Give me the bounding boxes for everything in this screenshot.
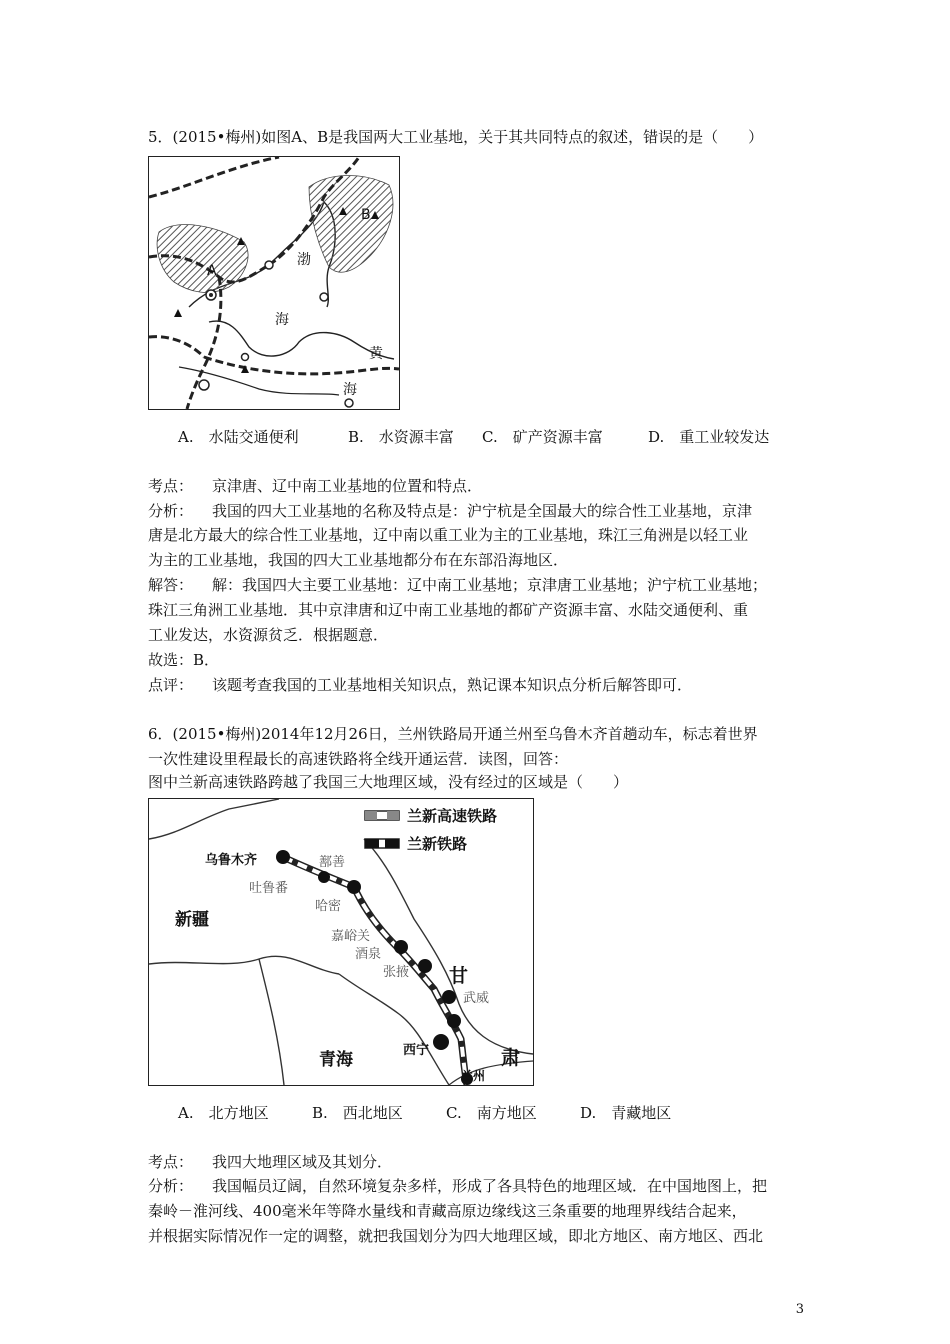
q5-dianping: [148, 675, 692, 695]
q6-title-2: 一次性建设里程最长的高速铁路将全线开通运营．读图，回答：: [148, 750, 569, 768]
q6-fenxi-text-1: 我国幅员辽阔，自然环境复杂多样，形成了各具特色的地理区域．在中国地图上，把: [212, 1177, 768, 1195]
q6-region-su: 肃: [501, 1047, 521, 1069]
q6-kaodian: [148, 1152, 392, 1172]
q6-place-zhangye: 张掖: [383, 965, 410, 980]
q6-place-shanshan: 鄯善: [319, 855, 346, 870]
q5-option-b[interactable]: B. 水资源丰富: [348, 428, 454, 446]
q5-label-hai1: 海: [275, 312, 289, 328]
q6-place-jiuquan: 酒泉: [355, 947, 382, 962]
q6-fenxi-label: 分析：: [148, 1177, 194, 1195]
q6-kaodian-label: 考点：: [148, 1153, 194, 1171]
q6-legend-hsr: 兰新高速铁路: [407, 807, 498, 825]
q6-place-jiayuguan: 嘉峪关: [331, 929, 371, 944]
q6-kaodian-text: 我四大地理区域及其划分．: [212, 1153, 393, 1171]
q5-jieda-3: 工业发达，水资源贫乏．根据题意．: [148, 626, 389, 644]
q5-title: 5．(2015•梅州)如图A、B是我国两大工业基地，关于其共同特点的叙述，错误的是（ ）: [148, 128, 764, 146]
page-number: 3: [795, 1302, 804, 1317]
q5-jieda-text-1: 解：我国四大主要工业基地：辽中南工业基地；京津唐工业基地；沪宁杭工业基地；: [212, 576, 768, 594]
q5-map: [148, 156, 400, 410]
q5-option-c[interactable]: C. 矿产资源丰富: [482, 428, 603, 446]
q6-option-b[interactable]: B. 西北地区: [312, 1104, 403, 1122]
q5-fenxi-label: 分析：: [148, 502, 194, 520]
q5-answer: 故选：B．: [148, 651, 220, 669]
q5-label-bo: 渤: [297, 252, 311, 268]
q5-label-huang: 黄: [369, 346, 383, 362]
q5-kaodian-label: 考点：: [148, 477, 194, 495]
q6-place-urumqi: 乌鲁木齐: [205, 853, 258, 868]
q5-jieda-1: [148, 575, 767, 595]
q5-jieda-label: 解答：: [148, 576, 194, 594]
q6-place-lanzhou: 兰州: [461, 1069, 486, 1083]
q6-place-wuwei: 武威: [463, 991, 490, 1006]
q5-option-a[interactable]: A. 水陆交通便利: [178, 428, 299, 446]
q5-option-d[interactable]: D. 重工业较发达: [648, 428, 770, 446]
q6-fenxi-1: [148, 1176, 767, 1196]
q5-dianping-label: 点评：: [148, 676, 194, 694]
q5-label-a: A: [207, 263, 217, 279]
q6-map: [148, 798, 534, 1086]
q5-kaodian-text: 京津唐、辽中南工业基地的位置和特点．: [212, 477, 483, 495]
q5-label-b: B: [361, 207, 371, 223]
q5-fenxi-1: [148, 501, 752, 521]
q5-fenxi-3: 为主的工业基地，我国的四大工业基地都分布在东部沿海地区．: [148, 551, 569, 569]
q6-fenxi-2: 秦岭－淮河线、400毫米年等降水量线和青藏高原边缘线这三条重要的地理界线结合起来，: [148, 1202, 747, 1220]
q5-kaodian: [148, 476, 482, 496]
q6-region-xinjiang: 新疆: [175, 910, 209, 930]
q6-option-d[interactable]: D. 青藏地区: [580, 1104, 672, 1122]
q5-dianping-text: 该题考查我国的工业基地相关知识点，熟记课本知识点分析后解答即可．: [212, 676, 693, 694]
q5-jieda-2: 珠江三角洲工业基地．其中京津唐和辽中南工业基地的都矿产资源丰富、水陆交通便利、重: [148, 601, 749, 619]
q6-fenxi-3: 并根据实际情况作一定的调整，就把我国划分为四大地理区域，即北方地区、南方地区、西北: [148, 1227, 764, 1245]
q6-place-turpan: 吐鲁番: [249, 881, 289, 896]
q6-place-hami: 哈密: [315, 899, 342, 914]
q6-option-a[interactable]: A. 北方地区: [178, 1104, 269, 1122]
q5-map-graphic: [149, 157, 399, 409]
q5-label-hai2: 海: [343, 382, 357, 398]
q5-options: [178, 426, 769, 447]
q6-region-qinghai: 青海: [319, 1050, 353, 1070]
q6-region-gan: 甘: [449, 965, 469, 987]
q6-title-3: 图中兰新高速铁路跨越了我国三大地理区域，没有经过的区域是（ ）: [148, 773, 629, 791]
q5-fenxi-text-1: 我国的四大工业基地的名称及特点是：沪宁杭是全国最大的综合性工业基地，京津: [212, 502, 753, 520]
q6-title-1: 6．(2015•梅州)2014年12月26日，兰州铁路局开通兰州至乌鲁木齐首趟动车，标志着世界: [148, 725, 758, 743]
q6-place-xining: 西宁: [403, 1043, 430, 1058]
q5-fenxi-2: 唐是北方最大的综合性工业基地，辽中南以重工业为主的工业基地，珠江三角洲是以轻工业: [148, 526, 749, 544]
q6-option-c[interactable]: C. 南方地区: [446, 1104, 537, 1122]
q6-options: [178, 1102, 671, 1123]
q6-legend-rail: 兰新铁路: [407, 835, 468, 853]
